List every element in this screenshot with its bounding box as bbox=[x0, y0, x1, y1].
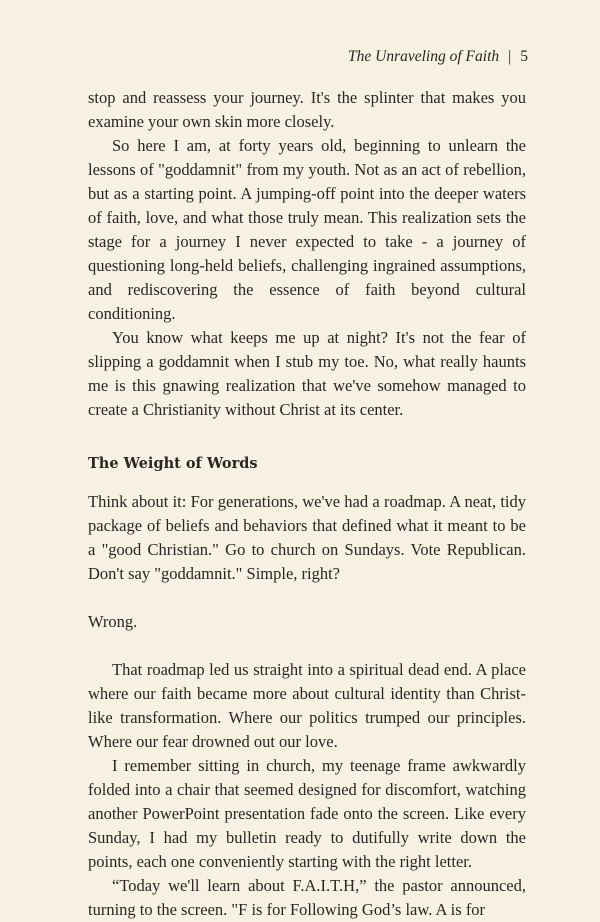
paragraph: That roadmap led us straight into a spiritual dead end. A place where our faith became more about cultural identity than Christ-like transformation. Where our politics trumped our principles. Where our fear drowned out our love. bbox=[88, 660, 526, 751]
paragraph: You know what keeps me up at night? It's not the fear of slipping a goddamnit when I stub my toe. No, what really haunts me is this gnawing realization that we've somehow managed to create a Christianity without Christ at its center. bbox=[88, 328, 526, 419]
running-header bbox=[348, 48, 528, 66]
paragraph: “Today we'll learn about F.A.I.T.H,” the pastor announced, turning to the screen. "F is for Following God’s law. A is for bbox=[88, 876, 526, 919]
section-heading: The Weight of Words bbox=[88, 455, 258, 472]
paragraph: stop and reassess your journey. It's the splinter that makes you examine your own skin more closely. bbox=[88, 88, 526, 131]
book-title: The Unraveling of Faith bbox=[348, 48, 500, 65]
header-separator: | bbox=[508, 48, 512, 65]
paragraph: Think about it: For generations, we've had a roadmap. A neat, tidy package of beliefs and behaviors that defined what it meant to be a "good Christian." Go to church on Sundays. Vote Republican. Don't say "goddamnit." Simple, right? bbox=[88, 492, 526, 583]
paragraph: So here I am, at forty years old, beginning to unlearn the lessons of "goddamnit" from my youth. Not as an act of rebellion, but as a starting point. A jumping-off point into the deeper waters of faith, love, and what those truly mean. This realization sets the stage for a journey I never expected to take - a journey of questioning long-held beliefs, challenging ingrained assumptions, and rediscovering the essence of faith beyond cultural conditioning. bbox=[88, 136, 526, 323]
page-number: 5 bbox=[520, 48, 528, 65]
paragraph: Wrong. bbox=[88, 612, 138, 631]
body-text bbox=[88, 86, 526, 922]
paragraph: I remember sitting in church, my teenage frame awkwardly folded into a chair that seemed designed for discomfort, watching another PowerPoint presentation fade onto the screen. Like every Sunday, I had my bulletin ready to dutifully write down the points, each one conveniently starting with the right letter. bbox=[88, 756, 526, 871]
